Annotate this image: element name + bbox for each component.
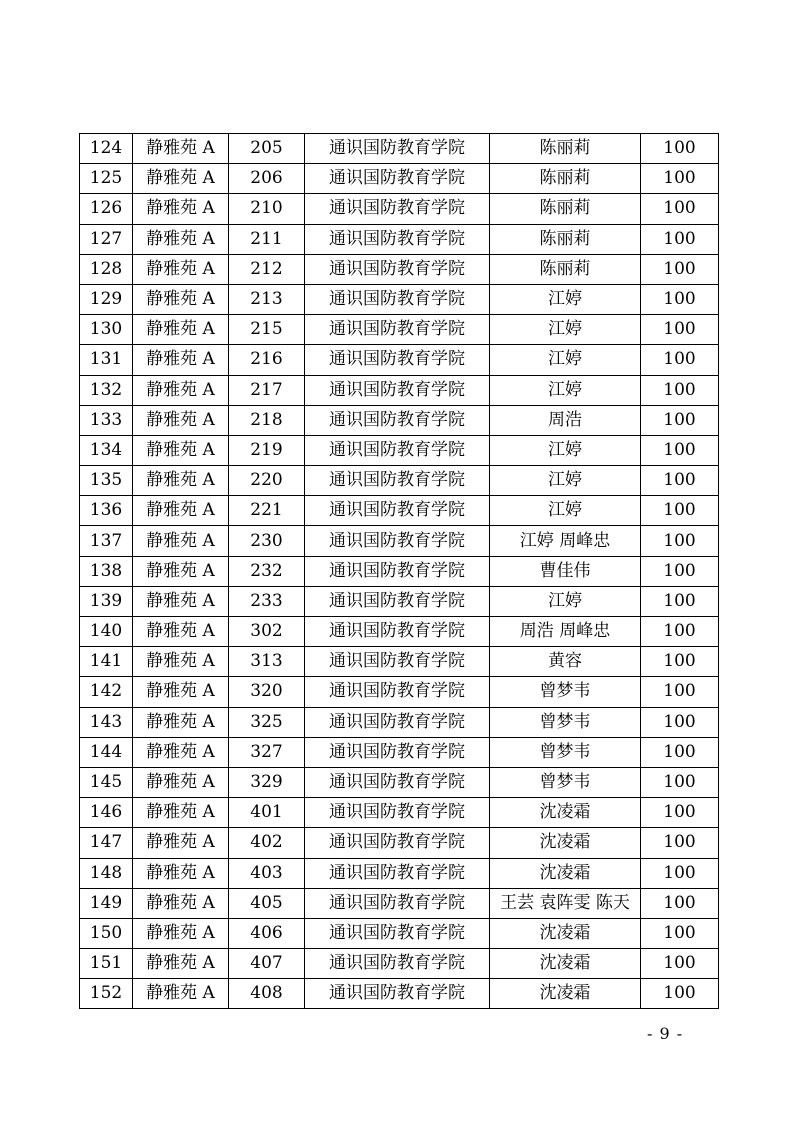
table-row xyxy=(80,164,719,194)
room-cell: 213 xyxy=(229,284,305,314)
score-cell: 100 xyxy=(641,949,719,979)
table-body xyxy=(80,134,719,1009)
score-cell: 100 xyxy=(641,164,719,194)
table-row xyxy=(80,375,719,405)
table-row xyxy=(80,798,719,828)
college-cell: 通识国防教育学院 xyxy=(305,466,490,496)
responsible-person-cell: 江婷 xyxy=(490,375,641,405)
room-cell: 218 xyxy=(229,405,305,435)
room-cell: 408 xyxy=(229,979,305,1009)
college-cell: 通识国防教育学院 xyxy=(305,949,490,979)
college-cell: 通识国防教育学院 xyxy=(305,707,490,737)
responsible-person-cell: 曹佳伟 xyxy=(490,556,641,586)
room-cell: 219 xyxy=(229,435,305,465)
row-number-cell: 144 xyxy=(80,737,133,767)
table-row xyxy=(80,888,719,918)
room-cell: 232 xyxy=(229,556,305,586)
room-cell: 329 xyxy=(229,767,305,797)
score-cell: 100 xyxy=(641,284,719,314)
building-cell: 静雅苑 A xyxy=(133,254,229,284)
responsible-person-cell: 沈凌霜 xyxy=(490,918,641,948)
row-number-cell: 142 xyxy=(80,677,133,707)
row-number-cell: 143 xyxy=(80,707,133,737)
score-cell: 100 xyxy=(641,586,719,616)
building-cell: 静雅苑 A xyxy=(133,798,229,828)
table-row xyxy=(80,767,719,797)
table-row xyxy=(80,979,719,1009)
building-cell: 静雅苑 A xyxy=(133,767,229,797)
responsible-person-cell: 周浩 xyxy=(490,405,641,435)
college-cell: 通识国防教育学院 xyxy=(305,526,490,556)
building-cell: 静雅苑 A xyxy=(133,586,229,616)
score-cell: 100 xyxy=(641,617,719,647)
college-cell: 通识国防教育学院 xyxy=(305,586,490,616)
responsible-person-cell: 沈凌霜 xyxy=(490,979,641,1009)
responsible-person-cell: 江婷 周峰忠 xyxy=(490,526,641,556)
responsible-person-cell: 江婷 xyxy=(490,345,641,375)
table-row xyxy=(80,466,719,496)
college-cell: 通识国防教育学院 xyxy=(305,134,490,164)
row-number-cell: 134 xyxy=(80,435,133,465)
college-cell: 通识国防教育学院 xyxy=(305,254,490,284)
college-cell: 通识国防教育学院 xyxy=(305,284,490,314)
college-cell: 通识国防教育学院 xyxy=(305,677,490,707)
responsible-person-cell: 沈凌霜 xyxy=(490,858,641,888)
table-row xyxy=(80,617,719,647)
responsible-person-cell: 陈丽莉 xyxy=(490,254,641,284)
score-cell: 100 xyxy=(641,345,719,375)
building-cell: 静雅苑 A xyxy=(133,949,229,979)
responsible-person-cell: 陈丽莉 xyxy=(490,224,641,254)
building-cell: 静雅苑 A xyxy=(133,405,229,435)
college-cell: 通识国防教育学院 xyxy=(305,435,490,465)
table-row xyxy=(80,315,719,345)
row-number-cell: 125 xyxy=(80,164,133,194)
building-cell: 静雅苑 A xyxy=(133,979,229,1009)
table-row xyxy=(80,405,719,435)
score-cell: 100 xyxy=(641,224,719,254)
college-cell: 通识国防教育学院 xyxy=(305,767,490,797)
table-row xyxy=(80,858,719,888)
responsible-person-cell: 江婷 xyxy=(490,496,641,526)
responsible-person-cell: 江婷 xyxy=(490,586,641,616)
college-cell: 通识国防教育学院 xyxy=(305,405,490,435)
score-cell: 100 xyxy=(641,315,719,345)
page-number: - 9 - xyxy=(647,1024,684,1043)
table-row xyxy=(80,134,719,164)
table-row xyxy=(80,647,719,677)
score-cell: 100 xyxy=(641,254,719,284)
table-row xyxy=(80,435,719,465)
room-cell: 212 xyxy=(229,254,305,284)
score-cell: 100 xyxy=(641,767,719,797)
table-row xyxy=(80,345,719,375)
room-cell: 406 xyxy=(229,918,305,948)
score-cell: 100 xyxy=(641,375,719,405)
responsible-person-cell: 沈凌霜 xyxy=(490,949,641,979)
room-cell: 230 xyxy=(229,526,305,556)
row-number-cell: 132 xyxy=(80,375,133,405)
row-number-cell: 152 xyxy=(80,979,133,1009)
score-cell: 100 xyxy=(641,918,719,948)
responsible-person-cell: 曾梦韦 xyxy=(490,767,641,797)
row-number-cell: 131 xyxy=(80,345,133,375)
row-number-cell: 148 xyxy=(80,858,133,888)
row-number-cell: 140 xyxy=(80,617,133,647)
row-number-cell: 136 xyxy=(80,496,133,526)
table-row xyxy=(80,828,719,858)
college-cell: 通识国防教育学院 xyxy=(305,858,490,888)
responsible-person-cell: 曾梦韦 xyxy=(490,677,641,707)
room-cell: 215 xyxy=(229,315,305,345)
row-number-cell: 127 xyxy=(80,224,133,254)
responsible-person-cell: 曾梦韦 xyxy=(490,737,641,767)
room-cell: 217 xyxy=(229,375,305,405)
score-cell: 100 xyxy=(641,707,719,737)
building-cell: 静雅苑 A xyxy=(133,858,229,888)
score-cell: 100 xyxy=(641,888,719,918)
score-cell: 100 xyxy=(641,677,719,707)
row-number-cell: 151 xyxy=(80,949,133,979)
room-cell: 206 xyxy=(229,164,305,194)
room-cell: 210 xyxy=(229,194,305,224)
table-row xyxy=(80,254,719,284)
college-cell: 通识国防教育学院 xyxy=(305,345,490,375)
row-number-cell: 138 xyxy=(80,556,133,586)
college-cell: 通识国防教育学院 xyxy=(305,224,490,254)
building-cell: 静雅苑 A xyxy=(133,284,229,314)
room-cell: 220 xyxy=(229,466,305,496)
score-cell: 100 xyxy=(641,556,719,586)
building-cell: 静雅苑 A xyxy=(133,526,229,556)
table-row xyxy=(80,556,719,586)
room-cell: 302 xyxy=(229,617,305,647)
room-cell: 216 xyxy=(229,345,305,375)
building-cell: 静雅苑 A xyxy=(133,677,229,707)
building-cell: 静雅苑 A xyxy=(133,828,229,858)
room-cell: 327 xyxy=(229,737,305,767)
college-cell: 通识国防教育学院 xyxy=(305,647,490,677)
row-number-cell: 130 xyxy=(80,315,133,345)
college-cell: 通识国防教育学院 xyxy=(305,617,490,647)
building-cell: 静雅苑 A xyxy=(133,224,229,254)
room-cell: 205 xyxy=(229,134,305,164)
college-cell: 通识国防教育学院 xyxy=(305,918,490,948)
score-cell: 100 xyxy=(641,828,719,858)
table-row xyxy=(80,949,719,979)
college-cell: 通识国防教育学院 xyxy=(305,888,490,918)
room-cell: 320 xyxy=(229,677,305,707)
responsible-person-cell: 陈丽莉 xyxy=(490,164,641,194)
score-cell: 100 xyxy=(641,194,719,224)
responsible-person-cell: 陈丽莉 xyxy=(490,134,641,164)
score-cell: 100 xyxy=(641,858,719,888)
responsible-person-cell: 曾梦韦 xyxy=(490,707,641,737)
college-cell: 通识国防教育学院 xyxy=(305,556,490,586)
building-cell: 静雅苑 A xyxy=(133,888,229,918)
row-number-cell: 149 xyxy=(80,888,133,918)
building-cell: 静雅苑 A xyxy=(133,345,229,375)
score-cell: 100 xyxy=(641,496,719,526)
room-cell: 211 xyxy=(229,224,305,254)
responsible-person-cell: 陈丽莉 xyxy=(490,194,641,224)
score-cell: 100 xyxy=(641,134,719,164)
row-number-cell: 139 xyxy=(80,586,133,616)
responsible-person-cell: 江婷 xyxy=(490,315,641,345)
building-cell: 静雅苑 A xyxy=(133,194,229,224)
building-cell: 静雅苑 A xyxy=(133,375,229,405)
building-cell: 静雅苑 A xyxy=(133,918,229,948)
table-row xyxy=(80,526,719,556)
room-cell: 403 xyxy=(229,858,305,888)
score-cell: 100 xyxy=(641,405,719,435)
college-cell: 通识国防教育学院 xyxy=(305,194,490,224)
table-row xyxy=(80,224,719,254)
row-number-cell: 128 xyxy=(80,254,133,284)
table-row xyxy=(80,918,719,948)
row-number-cell: 145 xyxy=(80,767,133,797)
score-cell: 100 xyxy=(641,979,719,1009)
row-number-cell: 135 xyxy=(80,466,133,496)
building-cell: 静雅苑 A xyxy=(133,315,229,345)
college-cell: 通识国防教育学院 xyxy=(305,979,490,1009)
score-cell: 100 xyxy=(641,526,719,556)
room-cell: 325 xyxy=(229,707,305,737)
responsible-person-cell: 江婷 xyxy=(490,435,641,465)
room-cell: 405 xyxy=(229,888,305,918)
college-cell: 通识国防教育学院 xyxy=(305,798,490,828)
row-number-cell: 137 xyxy=(80,526,133,556)
responsible-person-cell: 王芸 袁阵雯 陈天 xyxy=(490,888,641,918)
score-cell: 100 xyxy=(641,798,719,828)
row-number-cell: 124 xyxy=(80,134,133,164)
building-cell: 静雅苑 A xyxy=(133,617,229,647)
college-cell: 通识国防教育学院 xyxy=(305,315,490,345)
table-row xyxy=(80,496,719,526)
building-cell: 静雅苑 A xyxy=(133,647,229,677)
table-row xyxy=(80,194,719,224)
score-cell: 100 xyxy=(641,466,719,496)
room-cell: 221 xyxy=(229,496,305,526)
row-number-cell: 141 xyxy=(80,647,133,677)
row-number-cell: 146 xyxy=(80,798,133,828)
college-cell: 通识国防教育学院 xyxy=(305,164,490,194)
college-cell: 通识国防教育学院 xyxy=(305,496,490,526)
responsible-person-cell: 周浩 周峰忠 xyxy=(490,617,641,647)
dormitory-score-table xyxy=(79,133,719,1009)
score-cell: 100 xyxy=(641,647,719,677)
building-cell: 静雅苑 A xyxy=(133,466,229,496)
college-cell: 通识国防教育学院 xyxy=(305,828,490,858)
table-row xyxy=(80,284,719,314)
table-row xyxy=(80,737,719,767)
responsible-person-cell: 江婷 xyxy=(490,466,641,496)
table-row xyxy=(80,707,719,737)
room-cell: 401 xyxy=(229,798,305,828)
responsible-person-cell: 沈凌霜 xyxy=(490,828,641,858)
room-cell: 233 xyxy=(229,586,305,616)
responsible-person-cell: 沈凌霜 xyxy=(490,798,641,828)
row-number-cell: 150 xyxy=(80,918,133,948)
building-cell: 静雅苑 A xyxy=(133,496,229,526)
building-cell: 静雅苑 A xyxy=(133,164,229,194)
building-cell: 静雅苑 A xyxy=(133,707,229,737)
score-cell: 100 xyxy=(641,737,719,767)
score-cell: 100 xyxy=(641,435,719,465)
room-cell: 407 xyxy=(229,949,305,979)
row-number-cell: 129 xyxy=(80,284,133,314)
responsible-person-cell: 江婷 xyxy=(490,284,641,314)
responsible-person-cell: 黄容 xyxy=(490,647,641,677)
row-number-cell: 147 xyxy=(80,828,133,858)
building-cell: 静雅苑 A xyxy=(133,556,229,586)
building-cell: 静雅苑 A xyxy=(133,737,229,767)
table-row xyxy=(80,677,719,707)
college-cell: 通识国防教育学院 xyxy=(305,737,490,767)
room-cell: 313 xyxy=(229,647,305,677)
building-cell: 静雅苑 A xyxy=(133,134,229,164)
building-cell: 静雅苑 A xyxy=(133,435,229,465)
row-number-cell: 126 xyxy=(80,194,133,224)
table-row xyxy=(80,586,719,616)
row-number-cell: 133 xyxy=(80,405,133,435)
college-cell: 通识国防教育学院 xyxy=(305,375,490,405)
room-cell: 402 xyxy=(229,828,305,858)
